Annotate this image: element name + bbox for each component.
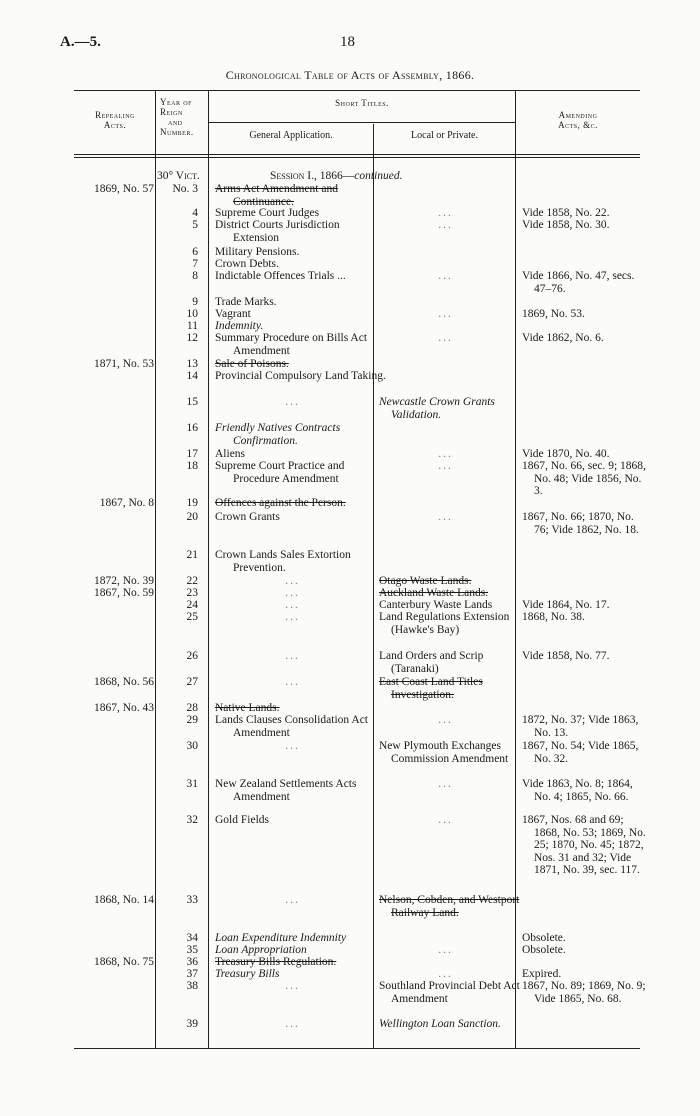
local-title-cell: ...: [438, 511, 453, 523]
general-title-cell: Treasury Bills: [215, 968, 280, 980]
local-title-cell: East Coast Land Titles Investigation.: [379, 676, 483, 701]
local-title-cell: ...: [438, 778, 453, 790]
general-title-cell: Crown Grants: [215, 511, 280, 523]
repealing-act-cell: 1871, No. 53: [93, 358, 154, 370]
local-title-cell: Land Orders and Scrip (Taranaki): [379, 650, 484, 675]
amending-acts-cell: Vide 1870, No. 40.: [522, 448, 610, 460]
act-number-cell: 37: [186, 968, 198, 980]
act-number-cell: 9: [192, 296, 198, 308]
general-title-cell: ...: [285, 611, 300, 623]
act-number-cell: 14: [186, 370, 198, 382]
general-title-cell: Loan Expenditure Indemnity: [215, 932, 347, 944]
act-number-cell: 17: [186, 448, 198, 460]
local-title-cell: ...: [438, 968, 453, 980]
document-reference: A.—5.: [60, 34, 101, 50]
act-number-cell: 30: [186, 740, 198, 752]
general-title-cell: Provincial Compulsory Land Taking.: [215, 370, 386, 382]
act-number-cell: 31: [186, 778, 198, 790]
general-title-cell: Treasury Bills Regulation.: [215, 956, 337, 968]
general-title-cell: Loan Appropriation: [215, 944, 307, 956]
local-title-cell: ...: [438, 332, 453, 344]
act-number-cell: 6: [192, 246, 198, 258]
local-title-cell: ...: [438, 460, 453, 472]
act-number-cell: 15: [186, 396, 198, 408]
act-number-cell: 11: [186, 320, 198, 332]
act-number-cell: 35: [186, 944, 198, 956]
repealing-act-cell: 1867, No. 8: [99, 497, 154, 509]
act-number-cell: 8: [192, 270, 198, 282]
act-number-cell: 28: [186, 702, 198, 714]
act-number-cell: 32: [186, 814, 198, 826]
general-title-cell: Sale of Poisons.: [215, 358, 289, 370]
local-title-cell: Newcastle Crown Grants Validation.: [379, 396, 495, 421]
act-number-cell: 29: [186, 714, 198, 726]
general-title-cell: Gold Fields: [215, 814, 269, 826]
local-title-cell: ...: [438, 219, 453, 231]
general-title-cell: Friendly Natives Contracts Confirmation.: [215, 422, 341, 447]
amending-acts-cell: Vide 1858, No. 77.: [522, 650, 610, 662]
act-number-cell: 20: [186, 511, 198, 523]
amending-acts-cell: 1868, No. 38.: [522, 611, 585, 623]
repealing-act-cell: 1869, No. 57: [93, 183, 154, 195]
local-title-cell: Otago Waste Lands.: [379, 575, 472, 587]
amending-acts-cell: 1867, No. 54; Vide 1865, No. 32.: [522, 740, 639, 765]
general-title-cell: Indemnity.: [215, 320, 264, 332]
header-bottom-rule-2: [74, 157, 640, 158]
local-title-cell: Nelson, Cobden, and Westport Railway Land.: [379, 894, 520, 919]
amending-acts-cell: 1867, No. 66, sec. 9; 1868, No. 48; Vide 1856, No. 3.: [522, 460, 646, 497]
act-number-cell: 26: [186, 650, 198, 662]
col-header-amending: Amending Acts, &c.: [558, 110, 598, 130]
reign-label: 30° Vict.: [157, 170, 200, 182]
col-header-general: General Application.: [249, 130, 333, 141]
act-number-cell: 25: [186, 611, 198, 623]
act-number-cell: 27: [186, 676, 198, 688]
general-title-cell: Supreme Court Practice and Procedure Amendment: [215, 460, 345, 485]
general-title-cell: Indictable Offences Trials ...: [215, 270, 346, 282]
table-title: Chronological Table of Acts of Assembly, 1866.: [225, 68, 475, 82]
general-title-cell: Native Lands.: [215, 702, 280, 714]
general-title-cell: ...: [285, 1018, 300, 1030]
general-title-cell: ...: [285, 676, 300, 688]
local-title-cell: ...: [438, 308, 453, 320]
general-title-cell: Arms Act Amendment and Continuance.: [215, 183, 338, 208]
act-number-cell: 13: [186, 358, 198, 370]
amending-acts-cell: Vide 1866, No. 47, secs. 47–76.: [522, 270, 635, 295]
repealing-act-cell: 1868, No. 75: [93, 956, 154, 968]
amending-acts-cell: Vide 1863, No. 8; 1864, No. 4; 1865, No. 66.: [522, 778, 633, 803]
top-rule: [74, 90, 640, 91]
act-number-cell: 36: [186, 956, 198, 968]
repealing-act-cell: 1868, No. 14: [93, 894, 154, 906]
amending-acts-cell: 1872, No. 37; Vide 1863, No. 13.: [522, 714, 639, 739]
general-title-cell: District Courts Jurisdiction Extension: [215, 219, 340, 244]
act-number-cell: 23: [186, 587, 198, 599]
local-title-cell: ...: [438, 814, 453, 826]
general-title-cell: Vagrant: [215, 308, 251, 320]
local-title-cell: Wellington Loan Sanction.: [379, 1018, 501, 1030]
act-number-cell: 34: [186, 932, 198, 944]
act-number-cell: 5: [192, 219, 198, 231]
repealing-act-cell: 1872, No. 39: [93, 575, 154, 587]
general-title-cell: ...: [285, 650, 300, 662]
header-bottom-rule: [74, 154, 640, 155]
act-number-cell: 33: [186, 894, 198, 906]
page-number: 18: [340, 34, 355, 50]
local-title-cell: New Plymouth Exchanges Commission Amendment: [379, 740, 509, 765]
act-number-cell: 12: [186, 332, 198, 344]
general-title-cell: Summary Procedure on Bills Act Amendment: [215, 332, 368, 357]
act-number-cell: 16: [186, 422, 198, 434]
general-title-cell: ...: [285, 740, 300, 752]
amending-acts-cell: Obsolete.: [522, 944, 566, 956]
general-title-cell: Supreme Court Judges: [215, 207, 320, 219]
general-title-cell: ...: [285, 396, 300, 408]
amending-acts-cell: 1867, No. 66; 1870, No. 76; Vide 1862, No. 18.: [522, 511, 639, 536]
col-header-year: Year of Reign and Number.: [160, 97, 194, 137]
local-title-cell: ...: [438, 207, 453, 219]
amending-acts-cell: 1867, No. 89; 1869, No. 9; Vide 1865, No. 68.: [522, 980, 646, 1005]
general-title-cell: Crown Debts.: [215, 258, 279, 270]
short-titles-underline: [208, 122, 515, 123]
bottom-rule: [74, 1048, 640, 1049]
general-title-cell: Crown Lands Sales Extortion Prevention.: [215, 549, 351, 574]
act-number-cell: 10: [186, 308, 198, 320]
amending-acts-cell: Vide 1864, No. 17.: [522, 599, 610, 611]
repealing-act-cell: 1867, No. 59: [93, 587, 154, 599]
col-header-local: Local or Private.: [411, 130, 478, 141]
general-title-cell: ...: [285, 575, 300, 587]
general-title-cell: Lands Clauses Consolidation Act Amendment: [215, 714, 369, 739]
col-divider-2: [208, 90, 209, 1048]
local-title-cell: ...: [438, 448, 453, 460]
amending-acts-cell: Vide 1862, No. 6.: [522, 332, 604, 344]
repealing-act-cell: 1868, No. 56: [93, 676, 154, 688]
act-number-cell: 39: [186, 1018, 198, 1030]
amending-acts-cell: 1869, No. 53.: [522, 308, 585, 320]
local-title-cell: Canterbury Waste Lands: [379, 599, 493, 611]
act-number-cell: 18: [186, 460, 198, 472]
session-heading: Session I., 1866—continued.: [270, 170, 403, 182]
local-title-cell: Land Regulations Extension (Hawke's Bay): [379, 611, 510, 636]
act-number-cell: 38: [186, 980, 198, 992]
act-number-cell: No. 3: [172, 183, 198, 195]
general-title-cell: Military Pensions.: [215, 246, 300, 258]
amending-acts-cell: Obsolete.: [522, 932, 566, 944]
act-number-cell: 21: [186, 549, 198, 561]
general-title-cell: Aliens: [215, 448, 246, 460]
col-header-repealing: Repealing Acts.: [95, 110, 135, 130]
act-number-cell: 24: [186, 599, 198, 611]
general-title-cell: ...: [285, 599, 300, 611]
local-title-cell: ...: [438, 944, 453, 956]
general-title-cell: ...: [285, 980, 300, 992]
col-divider-1: [155, 90, 156, 1048]
col-header-short-titles: Short Titles.: [335, 98, 389, 108]
general-title-cell: New Zealand Settlements Acts Amendment: [215, 778, 357, 803]
local-title-cell: Southland Provincial Debt Act Amendment: [379, 980, 520, 1005]
general-title-cell: Trade Marks.: [215, 296, 277, 308]
local-title-cell: ...: [438, 270, 453, 282]
amending-acts-cell: Vide 1858, No. 30.: [522, 219, 610, 231]
general-title-cell: ...: [285, 587, 300, 599]
general-title-cell: ...: [285, 894, 300, 906]
amending-acts-cell: 1867, Nos. 68 and 69; 1868, No. 53; 1869, No. 25; 1870, No. 45; 1872, Nos. 31 and 32; Vide 1871, No. 39, sec. 117.: [522, 814, 646, 876]
amending-acts-cell: Vide 1858, No. 22.: [522, 207, 610, 219]
repealing-act-cell: 1867, No. 43: [93, 702, 154, 714]
act-number-cell: 22: [186, 575, 198, 587]
act-number-cell: 19: [186, 497, 198, 509]
local-title-cell: ...: [438, 714, 453, 726]
amending-acts-cell: Expired.: [522, 968, 562, 980]
local-title-cell: Auckland Waste Lands.: [379, 587, 489, 599]
general-title-cell: Offences against the Person.: [215, 497, 346, 509]
act-number-cell: 7: [192, 258, 198, 270]
act-number-cell: 4: [192, 207, 198, 219]
